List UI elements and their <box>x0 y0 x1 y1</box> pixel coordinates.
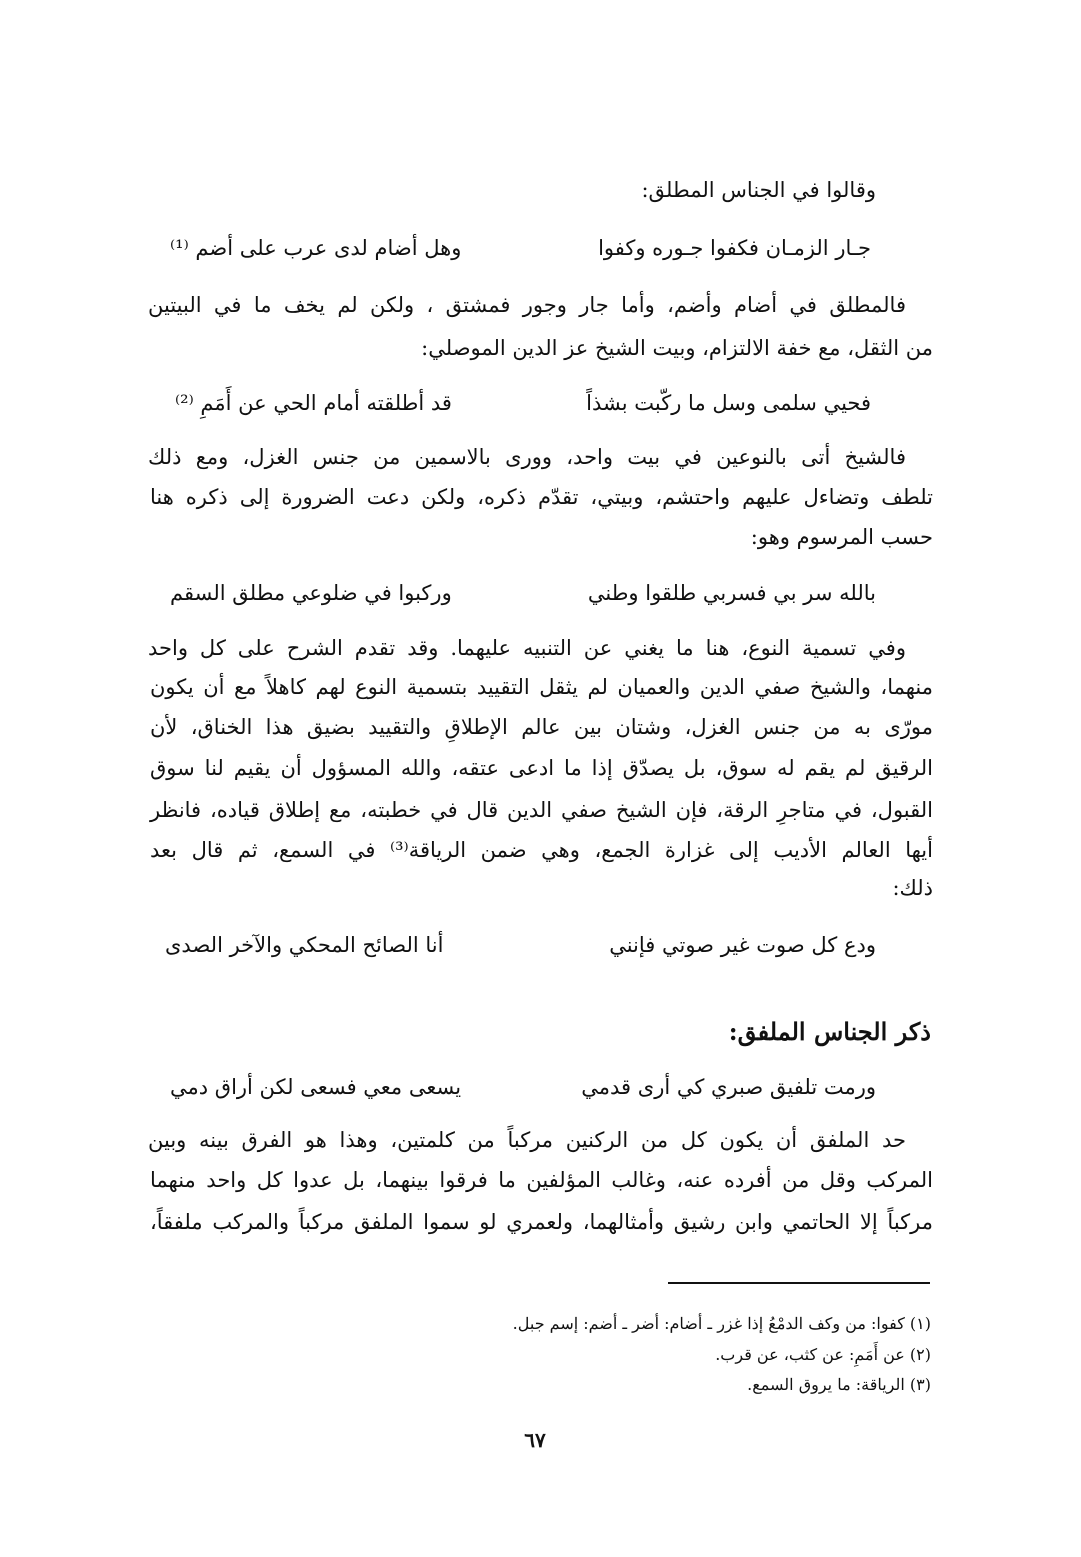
verse4-first-hemistich: ودع كل صوت غير صوتي فإنني <box>609 933 876 957</box>
paragraph-line: من الثقل، مع خفة الالتزام، وبيت الشيخ عز الدين الموصلي: <box>421 336 933 360</box>
section-heading: ذكر الجناس الملفق: <box>728 1017 931 1046</box>
paragraph-line: تلطف وتضاءل عليهم واحتشم، وبيتي، تقدّم ذكره، ولكن دعت الضرورة إلى ذكره هنا <box>150 485 933 509</box>
paragraph-line: مورّى به من جنس الغزل، وشتان بين عالم الإطلاقِ والتقييد بضيق هذا الخناق، لأن <box>150 715 933 739</box>
paragraph-line: أيها العالم الأديب إلى غزارة الجمع، وهي ضمن الرياقة⁽³⁾ في السمع، ثم قال بعد <box>150 838 933 862</box>
paragraph-line: الرقيق لم يقم له سوق، بل يصدّق إذا ما ادعى عتقه، والله المسؤول أن يقيم لنا سوق <box>150 756 933 780</box>
page-number: ٦٧ <box>524 1428 546 1452</box>
paragraph-line: مركباً إلا الحاتمي وابن رشيق وأمثالهما، ولعمري لو سموا الملفق مركباً والمركب ملفقاً، <box>150 1210 933 1234</box>
paragraph-line: منهما، والشيخ صفي الدين والعميان لم يثقل التقييد بتسمية النوع لهم كاهلاً مع أن يكون <box>150 675 933 699</box>
paragraph-line: ذلك: <box>892 876 933 900</box>
paragraph-line: وفي تسمية النوع، هنا ما يغني عن التنبيه عليهما. وقد تقدم الشرح على كل واحد <box>148 636 906 660</box>
footnote: (١) كفوا: من وكف الدمْعُ إذا غزر ـ أضام: أضر ـ أضم: إسم جبل. <box>512 1314 931 1333</box>
verse5-second-hemistich: يسعى معي فسعى لكن أراق دمي <box>170 1075 462 1099</box>
verse2-second-hemistich: قد أطلقته أمام الحي عن أَمَمِ ⁽²⁾ <box>175 391 452 415</box>
verse2-first-hemistich: فحيي سلمى وسل ما ركّبت بشذاً <box>586 391 871 415</box>
verse3-second-hemistich: وركبوا في ضلوعي مطلق السقم <box>170 581 452 605</box>
verse5-first-hemistich: ورمت تلفيق صبري كي أرى قدمي <box>581 1075 876 1099</box>
intro-line: وقالوا في الجناس المطلق: <box>641 178 876 202</box>
paragraph-line: المركب وقل من أفرده عنه، وغالب المؤلفين ما فرقوا بينهما، بل عدوا كل واحد منهما <box>150 1168 933 1192</box>
paragraph-line: القبول، في متاجرِ الرقة، فإن الشيخ صفي الدين قال في خطبته، مع إطلاق قياده، فانظر <box>150 798 933 822</box>
verse1-second-hemistich: وهل أضام لدى عرب على أضم ⁽¹⁾ <box>170 236 462 260</box>
paragraph-line: حد الملفق أن يكون كل من الركنين مركباً من كلمتين، وهذا هو الفرق بينه وبين <box>148 1128 906 1152</box>
verse4-second-hemistich: أنا الصائح المحكي والآخر الصدى <box>165 933 444 957</box>
verse3-first-hemistich: بالله سر بي فسربي طلقوا وطني <box>587 581 876 605</box>
verse1-first-hemistich: جـار الزمـان فكفوا جـوره وكفوا <box>598 236 871 260</box>
paragraph-line: فالشيخ أتى بالنوعين في بيت واحد، وورى بالاسمين من جنس الغزل، ومع ذلك <box>148 445 906 469</box>
footnote: (٣) الرياقة: ما يروق السمع. <box>747 1375 931 1394</box>
paragraph-line: فالمطلق في أضام وأضم، وأما جار وجور فمشتق ، ولكن لم يخف ما في البيتين <box>148 293 906 317</box>
paragraph-line: حسب المرسوم وهو: <box>750 525 933 549</box>
footnote-divider <box>668 1282 930 1284</box>
footnote: (٢) عن أَمَمِ: عن كثب، عن قرب. <box>715 1345 931 1364</box>
